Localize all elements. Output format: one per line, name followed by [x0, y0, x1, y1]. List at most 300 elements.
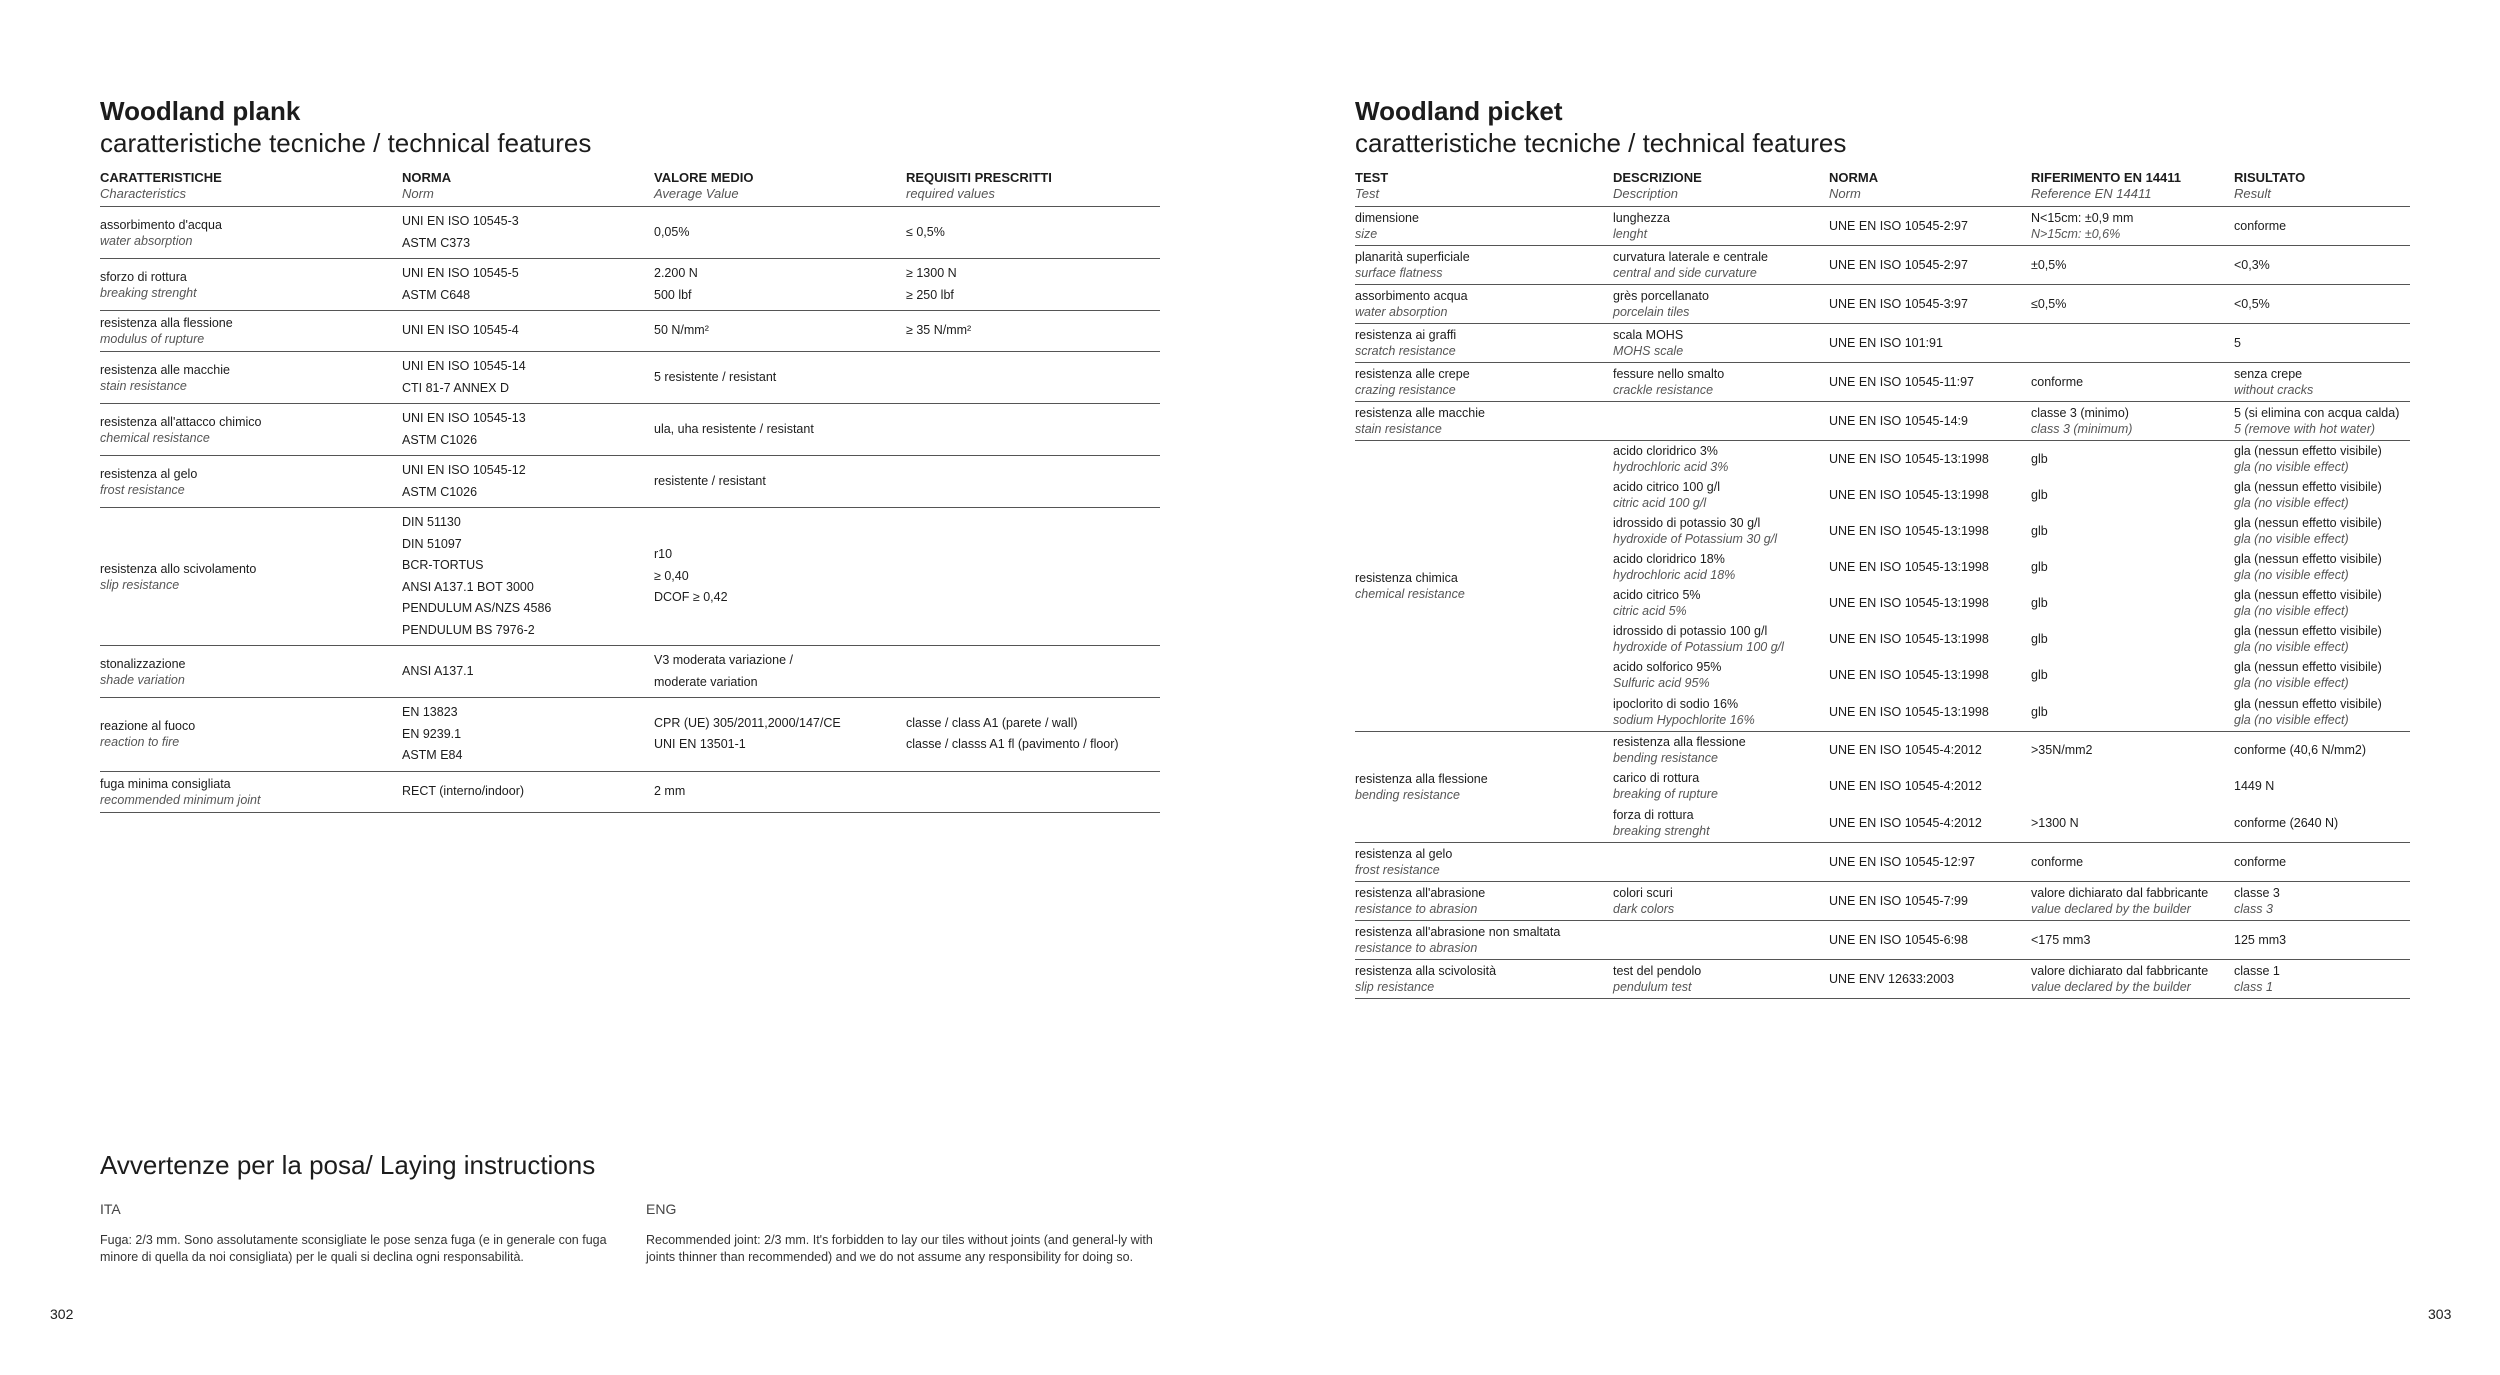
result-translation: without cracks	[2234, 383, 2314, 397]
value-cell-line: UNI EN 13501-1	[654, 737, 746, 752]
description-text: test del pendolo	[1613, 964, 1702, 978]
reference-translation: N>15cm: ±0,6%	[2031, 227, 2121, 241]
result-cell	[2234, 549, 2410, 585]
norm-cell-line: DIN 51130	[402, 515, 461, 529]
reference-cell	[2031, 804, 2234, 843]
reference-text: glb	[2031, 668, 2048, 682]
table-row	[1355, 843, 2410, 882]
description-translation: crackle resistance	[1613, 383, 1714, 397]
characteristic-name: sforzo di rottura	[100, 269, 187, 284]
characteristic-name: resistenza allo scivolamento	[100, 561, 257, 576]
value-cell-line: ≥ 0,40	[654, 568, 689, 583]
norm-cell-line: ASTM E84	[402, 748, 463, 762]
characteristic-name: assorbimento d'acqua	[100, 217, 222, 232]
value-cell	[654, 698, 906, 772]
test-cell	[1355, 843, 1613, 882]
reference-text: >35N/mm2	[2031, 743, 2093, 757]
reference-cell	[2031, 477, 2234, 513]
description-text: acido cloridrico 3%	[1613, 444, 1718, 458]
test-translation: bending resistance	[1355, 788, 1460, 802]
description-cell	[1613, 207, 1829, 246]
description-cell	[1613, 513, 1829, 549]
characteristic-name: reazione al fuoco	[100, 719, 196, 734]
reference-cell	[2031, 285, 2234, 324]
description-cell	[1613, 768, 1829, 804]
reference-text: <175 mm3	[2031, 933, 2091, 947]
column-header	[402, 170, 654, 207]
characteristic-cell	[100, 771, 402, 812]
result-text: 1449 N	[2234, 779, 2275, 793]
description-translation: pendulum test	[1613, 980, 1692, 994]
result-cell	[2234, 960, 2410, 999]
reference-text: N<15cm: ±0,9 mm	[2031, 211, 2134, 225]
reference-translation: value declared by the builder	[2031, 902, 2191, 916]
description-cell	[1613, 843, 1829, 882]
value-cell-line: 5 resistente / resistant	[654, 369, 777, 384]
norm-cell-line: UNI EN ISO 10545-5	[402, 266, 519, 280]
characteristic-name: resistenza al gelo	[100, 466, 198, 481]
result-cell	[2234, 804, 2410, 843]
value-cell	[654, 456, 906, 508]
description-translation: MOHS scale	[1613, 344, 1684, 358]
result-cell	[2234, 441, 2410, 478]
description-text: resistenza alla flessione	[1613, 735, 1746, 749]
description-cell	[1613, 363, 1829, 402]
description-text: acido citrico 5%	[1613, 588, 1701, 602]
norm-cell	[402, 646, 654, 698]
description-text: idrossido di potassio 30 g/l	[1613, 516, 1761, 530]
test-name: assorbimento acqua	[1355, 289, 1468, 303]
requirement-cell	[906, 352, 1160, 404]
test-name: resistenza chimica	[1355, 571, 1458, 585]
description-translation: lenght	[1613, 227, 1648, 241]
description-cell	[1613, 621, 1829, 657]
reference-text: glb	[2031, 524, 2048, 538]
reference-cell	[2031, 585, 2234, 621]
result-cell	[2234, 882, 2410, 921]
result-translation: class 3	[2234, 902, 2273, 916]
description-text: scala MOHS	[1613, 328, 1684, 342]
test-translation: stain resistance	[1355, 422, 1442, 436]
description-text: acido cloridrico 18%	[1613, 552, 1725, 566]
requirement-cell-line: classe / class A1 (parete / wall)	[906, 715, 1078, 730]
result-cell	[2234, 324, 2410, 363]
column-header-label: RISULTATO	[2234, 170, 2306, 185]
page-subtitle: caratteristiche tecniche / technical features	[100, 128, 592, 158]
column-header	[654, 170, 906, 207]
norm-cell-line: RECT (interno/indoor)	[402, 783, 525, 798]
norm-cell-line: UNI EN ISO 10545-14	[402, 359, 526, 373]
norm-cell: UNE EN ISO 10545-7:99	[1829, 882, 2031, 921]
column-header	[906, 170, 1160, 207]
description-cell	[1613, 693, 1829, 732]
description-translation: dark colors	[1613, 902, 1675, 916]
column-header-translation: Test	[1355, 186, 1380, 201]
norm-cell: UNE EN ISO 10545-14:9	[1829, 402, 2031, 441]
description-cell	[1613, 477, 1829, 513]
norm-cell-line: ASTM C373	[402, 235, 471, 250]
norm-cell	[402, 259, 654, 311]
page-number-right: 303	[2428, 1306, 2452, 1322]
test-cell	[1355, 402, 1613, 441]
reference-cell	[2031, 549, 2234, 585]
characteristic-translation: slip resistance	[100, 577, 180, 592]
plank-specs-table	[100, 170, 1160, 813]
test-translation: frost resistance	[1355, 863, 1440, 877]
value-cell-line: 0,05%	[654, 224, 690, 239]
norm-cell: UNE EN ISO 10545-13:1998	[1829, 596, 1989, 610]
value-cell-line: CPR (UE) 305/2011,2000/147/CE	[654, 715, 841, 730]
result-translation: gla (no visible effect)	[2234, 568, 2349, 582]
requirement-cell	[906, 456, 1160, 508]
column-header-label: CARATTERISTICHE	[100, 170, 222, 185]
norm-cell-line: ASTM C1026	[402, 432, 478, 447]
description-cell	[1613, 804, 1829, 843]
test-translation: resistance to abrasion	[1355, 941, 1478, 955]
table-row	[100, 311, 1160, 352]
characteristic-name: resistenza alle macchie	[100, 362, 230, 377]
table-row	[100, 771, 1160, 812]
norm-cell-line: ASTM C648	[402, 287, 471, 302]
column-header-label: NORMA	[402, 170, 452, 185]
test-cell	[1355, 441, 1613, 732]
characteristic-cell	[100, 456, 402, 508]
description-cell	[1613, 882, 1829, 921]
reference-cell	[2031, 441, 2234, 478]
requirement-cell	[906, 508, 1160, 646]
requirement-cell	[906, 698, 1160, 772]
norm-cell: UNE EN ISO 10545-12:97	[1829, 843, 2031, 882]
requirement-cell	[906, 771, 1160, 812]
test-cell	[1355, 732, 1613, 843]
description-translation: citric acid 5%	[1613, 604, 1687, 618]
reference-text: glb	[2031, 632, 2048, 646]
reference-cell	[2031, 363, 2234, 402]
value-cell	[654, 259, 906, 311]
norm-cell	[402, 508, 654, 646]
description-cell	[1613, 441, 1829, 478]
reference-text: glb	[2031, 560, 2048, 574]
test-name: resistenza alle macchie	[1355, 406, 1485, 420]
description-text: acido solforico 95%	[1613, 660, 1722, 674]
value-cell	[654, 207, 906, 259]
result-text: gla (nessun effetto visibile)	[2234, 444, 2382, 458]
result-text: gla (nessun effetto visibile)	[2234, 588, 2382, 602]
reference-text: ±0,5%	[2031, 258, 2067, 272]
requirement-cell-line: classe / classs A1 fl (pavimento / floor)	[906, 737, 1119, 752]
norm-cell	[402, 771, 654, 812]
characteristic-translation: stain resistance	[100, 378, 187, 393]
result-translation: gla (no visible effect)	[2234, 460, 2349, 474]
result-text: gla (nessun effetto visibile)	[2234, 480, 2382, 494]
result-text: classe 1	[2234, 964, 2280, 978]
right-page	[1355, 0, 2410, 1375]
reference-text: glb	[2031, 705, 2048, 719]
reference-cell	[2031, 657, 2234, 693]
reference-cell	[2031, 882, 2234, 921]
result-cell	[2234, 693, 2410, 732]
reference-cell	[2031, 960, 2234, 999]
table-row	[1355, 207, 2410, 246]
result-text: gla (nessun effetto visibile)	[2234, 516, 2382, 530]
characteristic-translation: modulus of rupture	[100, 332, 205, 346]
characteristic-translation: breaking strenght	[100, 285, 197, 300]
norm-cell-line: DIN 51097	[402, 536, 462, 551]
result-translation: gla (no visible effect)	[2234, 713, 2349, 727]
description-cell	[1613, 960, 1829, 999]
reference-cell	[2031, 402, 2234, 441]
description-cell	[1613, 246, 1829, 285]
reference-cell	[2031, 207, 2234, 246]
description-cell	[1613, 324, 1829, 363]
characteristic-cell	[100, 352, 402, 404]
norm-cell-line: BCR-TORTUS	[402, 558, 484, 572]
norm-cell: UNE EN ISO 10545-13:1998	[1829, 560, 1989, 574]
column-header	[100, 170, 402, 207]
norm-cell-line: EN 13823	[402, 705, 458, 719]
table-row	[1355, 441, 2410, 478]
characteristic-cell	[100, 698, 402, 772]
value-cell	[654, 311, 906, 352]
norm-cell	[402, 404, 654, 456]
reference-text: >1300 N	[2031, 816, 2079, 830]
table-row	[100, 404, 1160, 456]
characteristic-name: stonalizzazione	[100, 656, 186, 671]
requirement-cell-line: ≤ 0,5%	[906, 224, 945, 239]
characteristic-cell	[100, 508, 402, 646]
description-text: colori scuri	[1613, 886, 1673, 900]
table-row	[1355, 732, 2410, 769]
characteristic-translation: chemical resistance	[100, 430, 210, 445]
norm-cell-line: ANSI A137.1	[402, 663, 474, 678]
description-translation: hydroxide of Potassium 30 g/l	[1613, 532, 1777, 546]
result-text: gla (nessun effetto visibile)	[2234, 697, 2382, 711]
norm-cell-line: UNI EN ISO 10545-3	[402, 214, 519, 228]
result-text: gla (nessun effetto visibile)	[2234, 660, 2382, 674]
description-translation: hydrochloric acid 3%	[1613, 460, 1729, 474]
norm-cell: UNE EN ISO 10545-13:1998	[1829, 488, 1989, 502]
test-translation: crazing resistance	[1355, 383, 1456, 397]
result-cell	[2234, 768, 2410, 804]
table-row	[100, 352, 1160, 404]
table-row	[1355, 285, 2410, 324]
value-cell	[654, 508, 906, 646]
description-translation: porcelain tiles	[1613, 305, 1690, 319]
requirement-cell	[906, 207, 1160, 259]
result-cell	[2234, 732, 2410, 769]
column-header-translation: Norm	[402, 186, 434, 201]
column-header	[1829, 170, 2031, 207]
result-text: gla (nessun effetto visibile)	[2234, 552, 2382, 566]
result-translation: class 1	[2234, 980, 2273, 994]
ita-text: Fuga: 2/3 mm. Sono assolutamente sconsigliate le pose senza fuga (e in generale con fuga minore di quella da noi consigliata) per le quali si declina ogni responsabilità.	[100, 1233, 607, 1264]
table-row	[100, 456, 1160, 508]
test-cell	[1355, 960, 1613, 999]
norm-cell: UNE EN ISO 10545-11:97	[1829, 363, 2031, 402]
column-header-label: NORMA	[1829, 170, 1879, 185]
norm-cell-line: ASTM C1026	[402, 484, 478, 499]
norm-cell: UNE EN ISO 10545-13:1998	[1829, 452, 1989, 466]
table-row	[1355, 324, 2410, 363]
test-name: resistenza alla scivolosità	[1355, 964, 1497, 978]
requirement-cell-line: ≥ 35 N/mm²	[906, 323, 972, 338]
result-text: conforme	[2234, 219, 2287, 233]
ita-label: ITA	[100, 1201, 121, 1217]
reference-text: glb	[2031, 596, 2048, 610]
result-translation: gla (no visible effect)	[2234, 532, 2349, 546]
picket-specs-table	[1355, 170, 2410, 999]
norm-cell-line: ANSI A137.1 BOT 3000	[402, 579, 534, 594]
reference-cell	[2031, 246, 2234, 285]
norm-cell-line: UNI EN ISO 10545-13	[402, 411, 526, 425]
description-text: ipoclorito di sodio 16%	[1613, 697, 1739, 711]
test-cell	[1355, 363, 1613, 402]
value-cell-line: V3 moderata variazione /	[654, 653, 793, 667]
result-text: conforme (2640 N)	[2234, 816, 2339, 830]
column-header	[2234, 170, 2410, 207]
reference-text: ≤0,5%	[2031, 297, 2067, 311]
description-text: carico di rottura	[1613, 771, 1700, 785]
result-cell	[2234, 207, 2410, 246]
norm-cell-line: UNI EN ISO 10545-12	[402, 463, 526, 477]
table-row	[1355, 882, 2410, 921]
test-translation: scratch resistance	[1355, 344, 1456, 358]
column-header-translation: Description	[1613, 186, 1679, 201]
laying-instructions-title: Avvertenze per la posa/ Laying instructions	[100, 1150, 596, 1180]
test-name: resistenza ai graffi	[1355, 328, 1457, 342]
description-translation: hydroxide of Potassium 100 g/l	[1613, 640, 1784, 654]
value-cell	[654, 771, 906, 812]
characteristic-translation: shade variation	[100, 672, 185, 687]
column-header-label: TEST	[1355, 170, 1389, 185]
result-cell	[2234, 843, 2410, 882]
test-name: resistenza al gelo	[1355, 847, 1453, 861]
test-cell	[1355, 246, 1613, 285]
norm-cell: UNE EN ISO 10545-6:98	[1829, 921, 2031, 960]
reference-cell	[2031, 513, 2234, 549]
norm-cell-line: UNI EN ISO 10545-4	[402, 323, 519, 338]
description-translation: citric acid 100 g/l	[1613, 496, 1707, 510]
column-header-translation: Reference EN 14411	[2031, 186, 2152, 201]
norm-cell: UNE EN ISO 10545-4:2012	[1829, 804, 2031, 843]
table-row	[1355, 960, 2410, 999]
requirement-cell-line: ≥ 250 lbf	[906, 287, 954, 302]
column-header-label: REQUISITI PRESCRITTI	[906, 170, 1052, 185]
eng-label: ENG	[646, 1201, 677, 1217]
test-translation: size	[1355, 227, 1378, 241]
test-translation: resistance to abrasion	[1355, 902, 1478, 916]
result-text: 5 (si elimina con acqua calda)	[2234, 406, 2400, 420]
reference-cell	[2031, 843, 2234, 882]
test-translation: water absorption	[1355, 305, 1448, 319]
column-header-label: VALORE MEDIO	[654, 170, 754, 185]
reference-text: conforme	[2031, 375, 2084, 389]
reference-cell	[2031, 768, 2234, 804]
value-cell-line: 2.200 N	[654, 266, 698, 280]
description-cell	[1613, 657, 1829, 693]
result-cell	[2234, 246, 2410, 285]
result-text: 125 mm3	[2234, 933, 2287, 947]
requirement-cell	[906, 404, 1160, 456]
column-header	[1355, 170, 1613, 207]
characteristic-cell	[100, 207, 402, 259]
norm-cell-line: CTI 81-7 ANNEX D	[402, 380, 509, 395]
characteristic-name: resistenza alla flessione	[100, 316, 233, 330]
reference-translation: value declared by the builder	[2031, 980, 2191, 994]
result-cell	[2234, 921, 2410, 960]
test-name: resistenza alla flessione	[1355, 772, 1488, 786]
test-translation: chemical resistance	[1355, 587, 1465, 601]
result-cell	[2234, 657, 2410, 693]
description-cell	[1613, 732, 1829, 769]
reference-cell	[2031, 621, 2234, 657]
table-row	[100, 508, 1160, 646]
norm-cell	[402, 698, 654, 772]
description-text: acido citrico 100 g/l	[1613, 480, 1721, 494]
description-translation: hydrochloric acid 18%	[1613, 568, 1736, 582]
description-cell	[1613, 402, 1829, 441]
description-translation: breaking of rupture	[1613, 787, 1718, 801]
column-header-translation: required values	[906, 186, 995, 201]
value-cell-line: r10	[654, 547, 673, 562]
characteristic-name: fuga minima consigliata	[100, 776, 231, 791]
description-translation: central and side curvature	[1613, 266, 1757, 280]
description-text: forza di rottura	[1613, 808, 1694, 822]
reference-text: classe 3 (minimo)	[2031, 406, 2129, 420]
test-name: planarità superficiale	[1355, 250, 1470, 264]
result-cell	[2234, 585, 2410, 621]
description-translation: Sulfuric acid 95%	[1613, 676, 1710, 690]
description-cell	[1613, 585, 1829, 621]
value-cell-line: 2 mm	[654, 783, 686, 798]
description-text: idrossido di potassio 100 g/l	[1613, 624, 1768, 638]
value-cell-line: DCOF ≥ 0,42	[654, 590, 728, 605]
result-text: classe 3	[2234, 886, 2280, 900]
column-header-translation: Norm	[1829, 186, 1861, 201]
result-translation: gla (no visible effect)	[2234, 496, 2349, 510]
table-row	[100, 259, 1160, 311]
norm-cell: UNE EN ISO 10545-13:1998	[1829, 524, 1989, 538]
result-translation: 5 (remove with hot water)	[2234, 422, 2376, 436]
result-text: <0,5%	[2234, 297, 2270, 311]
test-name: resistenza all'abrasione	[1355, 886, 1486, 900]
result-cell	[2234, 477, 2410, 513]
reference-text: glb	[2031, 452, 2048, 466]
table-row	[100, 207, 1160, 259]
reference-text: valore dichiarato dal fabbricante	[2031, 886, 2209, 900]
description-cell	[1613, 285, 1829, 324]
value-cell	[654, 404, 906, 456]
table-row	[1355, 921, 2410, 960]
description-cell	[1613, 921, 1829, 960]
norm-cell: UNE EN ISO 10545-13:1998	[1829, 693, 2031, 732]
column-header	[1613, 170, 1829, 207]
description-text: lunghezza	[1613, 211, 1670, 225]
column-header-label: DESCRIZIONE	[1613, 170, 1702, 185]
value-cell	[654, 352, 906, 404]
test-name: resistenza alle crepe	[1355, 367, 1470, 381]
characteristic-cell	[100, 311, 402, 352]
description-translation: breaking strenght	[1613, 824, 1710, 838]
result-text: gla (nessun effetto visibile)	[2234, 624, 2382, 638]
characteristic-cell	[100, 404, 402, 456]
value-cell-line: ula, uha resistente / resistant	[654, 421, 814, 436]
result-translation: gla (no visible effect)	[2234, 676, 2349, 690]
page-subtitle: caratteristiche tecniche / technical features	[1355, 128, 1847, 158]
norm-cell-line: PENDULUM AS/NZS 4586	[402, 601, 552, 615]
test-translation: surface flatness	[1355, 266, 1443, 280]
column-header-translation: Result	[2234, 186, 2271, 201]
